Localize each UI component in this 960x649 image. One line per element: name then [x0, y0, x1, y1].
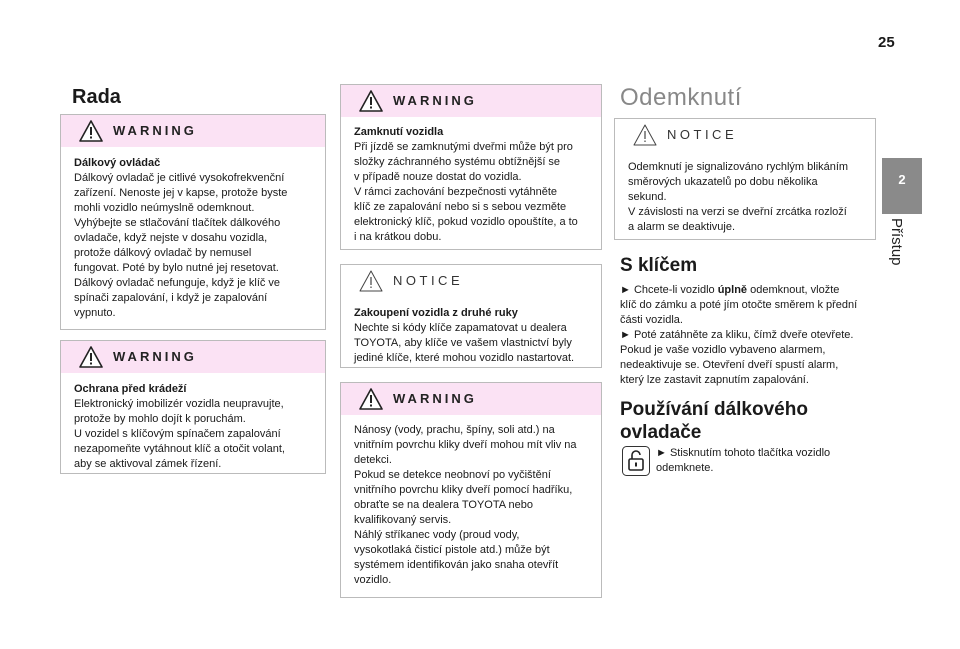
- chapter-label-text: Přístup: [888, 218, 905, 266]
- warning-triangle-icon: [79, 346, 103, 368]
- warning-label: WARNING: [393, 391, 477, 406]
- warning-box-header: [341, 383, 601, 415]
- notice-label: NOTICE: [667, 127, 738, 142]
- box-title: Ochrana před krádeží: [74, 383, 187, 395]
- key-paragraph-1-start: ► Chcete-li vozidlo: [620, 284, 718, 296]
- notice-label: NOTICE: [393, 273, 464, 288]
- box-title: Dálkový ovládač: [74, 157, 161, 169]
- warning-triangle-icon: [359, 90, 383, 112]
- box-text: Při jízdě se zamknutými dveřmi může být pro složky záchranného systému obtížnější se v případě nouze dostat do vozidla. V rámci zachování bezpečnosti vytáhněte klíč ze zapalování nebo si s sebou vezměte elektronický klíč, pokud vozidlo opouštíte, a to i na krátkou dobu.: [354, 141, 578, 243]
- notice-triangle-icon: [633, 124, 657, 146]
- box-title: Zamknutí vozidla: [354, 126, 444, 138]
- warning-label: WARNING: [393, 93, 477, 108]
- warning-box-header: [61, 341, 325, 373]
- warning-box-handle: [340, 382, 602, 598]
- section-heading-rada: Rada: [72, 86, 121, 108]
- box-text: Dálkový ovladač je citlivé vysokofrekvenční zařízení. Nenoste jej v kapse, protože byste mohli vozidlo neúmyslně odemknout. Vyhýbejte se stlačování tlačítek dálkového ovladače, když nejste v dosahu vozidla, protože dálkový ovladač by nemusel fungovat. Poté by bylo nutné jej resetovat. Dálkový ovladač nefunguje, když je klíč ve spínači zapalování, i když je zapalování vypnuto.: [74, 172, 288, 319]
- warning-box-remote: [60, 114, 326, 330]
- subheading-s-klicem: S klíčem: [620, 255, 698, 276]
- key-paragraph-1: [620, 283, 880, 328]
- unlock-button-icon: [622, 446, 650, 476]
- box-text: Odemknutí je signalizováno rychlým blikáním směrových ukazatelů po dobu několika sekund. V závislosti na verzi se dveřní zrcátka rozloží a alarm se deaktivuje.: [628, 161, 849, 233]
- warning-label: WARNING: [113, 349, 197, 364]
- warning-box-locking: [340, 84, 602, 250]
- chapter-number: 2: [898, 172, 906, 187]
- box-text: Nánosy (vody, prachu, špíny, soli atd.) na vnitřním povrchu kliky dveří mohou mít vliv na detekci. Pokud se detekce neobnoví po vyčištění vnitřního povrchu kliky dveří pomocí hadříku, obraťte se na dealera TOYOTA nebo kvalifikovaný servis. Náhlý stříkanec vody (proud vody, vysokotlaká čisticí pistole atd.) může být systémem identifikován jako snaha otevřít vozidlo.: [354, 424, 577, 586]
- remote-instruction: ► Stisknutím tohoto tlačítka vozidlo odemknete.: [656, 447, 831, 474]
- key-paragraph-1-end: odemknout, vložte klíč do zámku a poté jím otočte směrem k přední části vozidla.: [620, 284, 858, 326]
- warning-triangle-icon: [359, 388, 383, 410]
- box-text: Elektronický imobilizér vozidla neupravujte, protože by mohlo dojít k poruchám. U vozidel s klíčovým spínačem zapalování nezapomeňte vytáhnout klíč a otočit volant, aby se aktivoval zámek řízení.: [74, 398, 285, 470]
- box-title: Zakoupení vozidla z druhé ruky: [354, 307, 518, 319]
- chapter-label: [874, 216, 930, 276]
- warning-triangle-icon: [79, 120, 103, 142]
- warning-box-theft: [60, 340, 326, 474]
- section-heading-odemknuti: Odemknutí: [620, 84, 742, 111]
- warning-box-header: [341, 85, 601, 117]
- key-paragraph-2: ► Poté zatáhněte za kliku, čímž dveře otevřete. Pokud je vaše vozidlo vybaveno alarmem, nedeaktivuje se. Otevření dveří spustí alarm, který lze zastavit zapnutím zapalování.: [620, 329, 854, 386]
- notice-box-second-hand: [340, 264, 602, 368]
- subheading-remote: Používání dálkového ovladače: [620, 399, 808, 443]
- notice-box-header: [341, 265, 601, 297]
- warning-label: WARNING: [113, 123, 197, 138]
- notice-box-header: [615, 119, 875, 151]
- warning-box-header: [61, 115, 325, 147]
- box-text: Nechte si kódy klíče zapamatovat u dealera TOYOTA, aby klíče ve vašem vlastnictví byly jediné klíče, které mohou vozidlo nastartovat.: [354, 322, 575, 364]
- notice-box-unlocking: [614, 118, 876, 240]
- notice-triangle-icon: [359, 270, 383, 292]
- page-number: 25: [878, 34, 895, 51]
- key-paragraph-1-bold: úplně: [717, 284, 748, 296]
